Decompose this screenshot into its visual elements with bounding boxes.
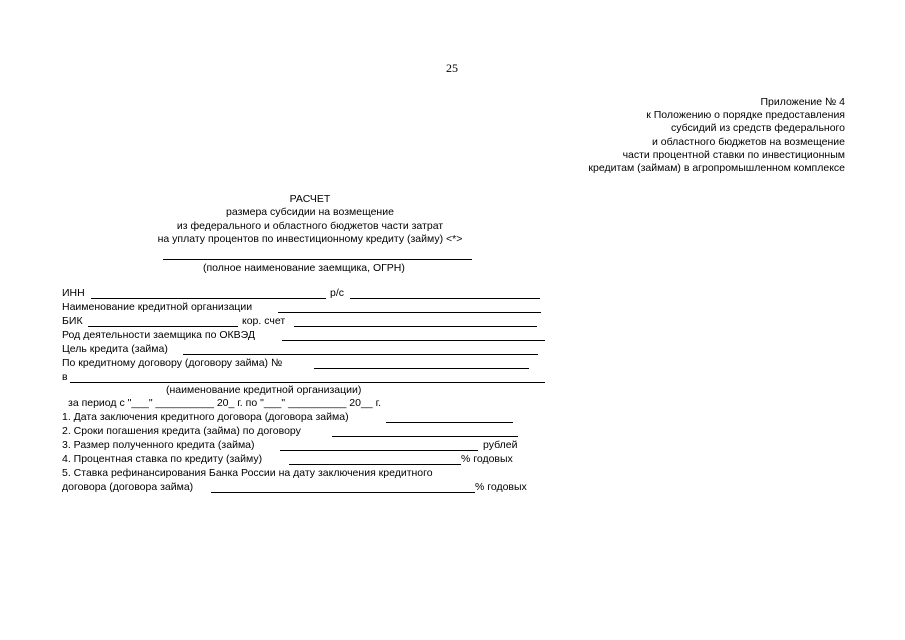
borrower-caption: (полное наименование заемщика, ОГРН) [203,262,405,274]
purpose-field [183,354,538,355]
title-line: размера субсидии на возмещение [226,206,394,219]
item-4-unit: % годовых [461,453,513,465]
item-5-label-line1: 5. Ставка рефинансирования Банка России на дату заключения кредитного [62,467,433,479]
item-2-label: 2. Сроки погашения кредита (займа) по договору [62,425,301,437]
appendix-line: кредитам (займам) в агропромышленном комплексе [588,162,845,175]
contract-field [314,368,529,369]
item-1-field [386,422,513,423]
item-5-field [211,492,475,493]
item-4-label: 4. Процентная ставка по кредиту (займу) [62,453,263,465]
credit-org-label: Наименование кредитной организации [62,301,253,313]
bik-field [88,326,238,327]
bank-field [70,382,545,383]
corr-account-label: кор. счет [242,315,286,327]
account-field [350,298,540,299]
purpose-label: Цель кредита (займа) [62,343,168,355]
inn-label: ИНН [62,287,85,299]
in-label: в [62,371,68,383]
title-heading: РАСЧЕТ [289,193,331,205]
item-4-field [289,464,461,465]
bank-caption: (наименование кредитной организации) [166,384,362,396]
inn-field [91,298,326,299]
item-1-label: 1. Дата заключения кредитного договора (договора займа) [62,411,349,423]
appendix-line: Приложение № 4 [760,96,845,108]
item-5-unit: % годовых [475,481,527,493]
corr-account-field [294,326,537,327]
okved-field [282,340,545,341]
item-3-label: 3. Размер полученного кредита (займа) [62,439,255,451]
item-5-label-line2: договора (договора займа) [62,481,194,493]
appendix-line: части процентной ставки по инвестиционным [622,148,845,161]
credit-org-field [278,312,541,313]
bik-label: БИК [62,315,83,327]
okved-label: Род деятельности заемщика по ОКВЭД [62,329,255,341]
title-line: на уплату процентов по инвестиционному кредиту (займу) <*> [157,233,463,246]
appendix-header [588,96,845,175]
appendix-line: субсидий из средств федерального [671,122,845,135]
title-line: из федерального и областного бюджетов части затрат [176,219,444,232]
item-3-unit: рублей [483,439,518,451]
page-number: 25 [446,61,458,75]
appendix-line: и областного бюджетов на возмещение [652,135,845,148]
item-3-field [280,450,478,451]
borrower-name-line [163,259,472,260]
appendix-line: к Положению о порядке предоставления [646,109,845,122]
item-2-field [332,436,518,437]
period-line: за период с "___" __________ 20_ г. по "___" __________ 20__ г. [68,397,382,409]
account-label: р/с [330,287,345,299]
contract-label: По кредитному договору (договору займа) № [62,357,283,369]
document-title [140,193,480,247]
